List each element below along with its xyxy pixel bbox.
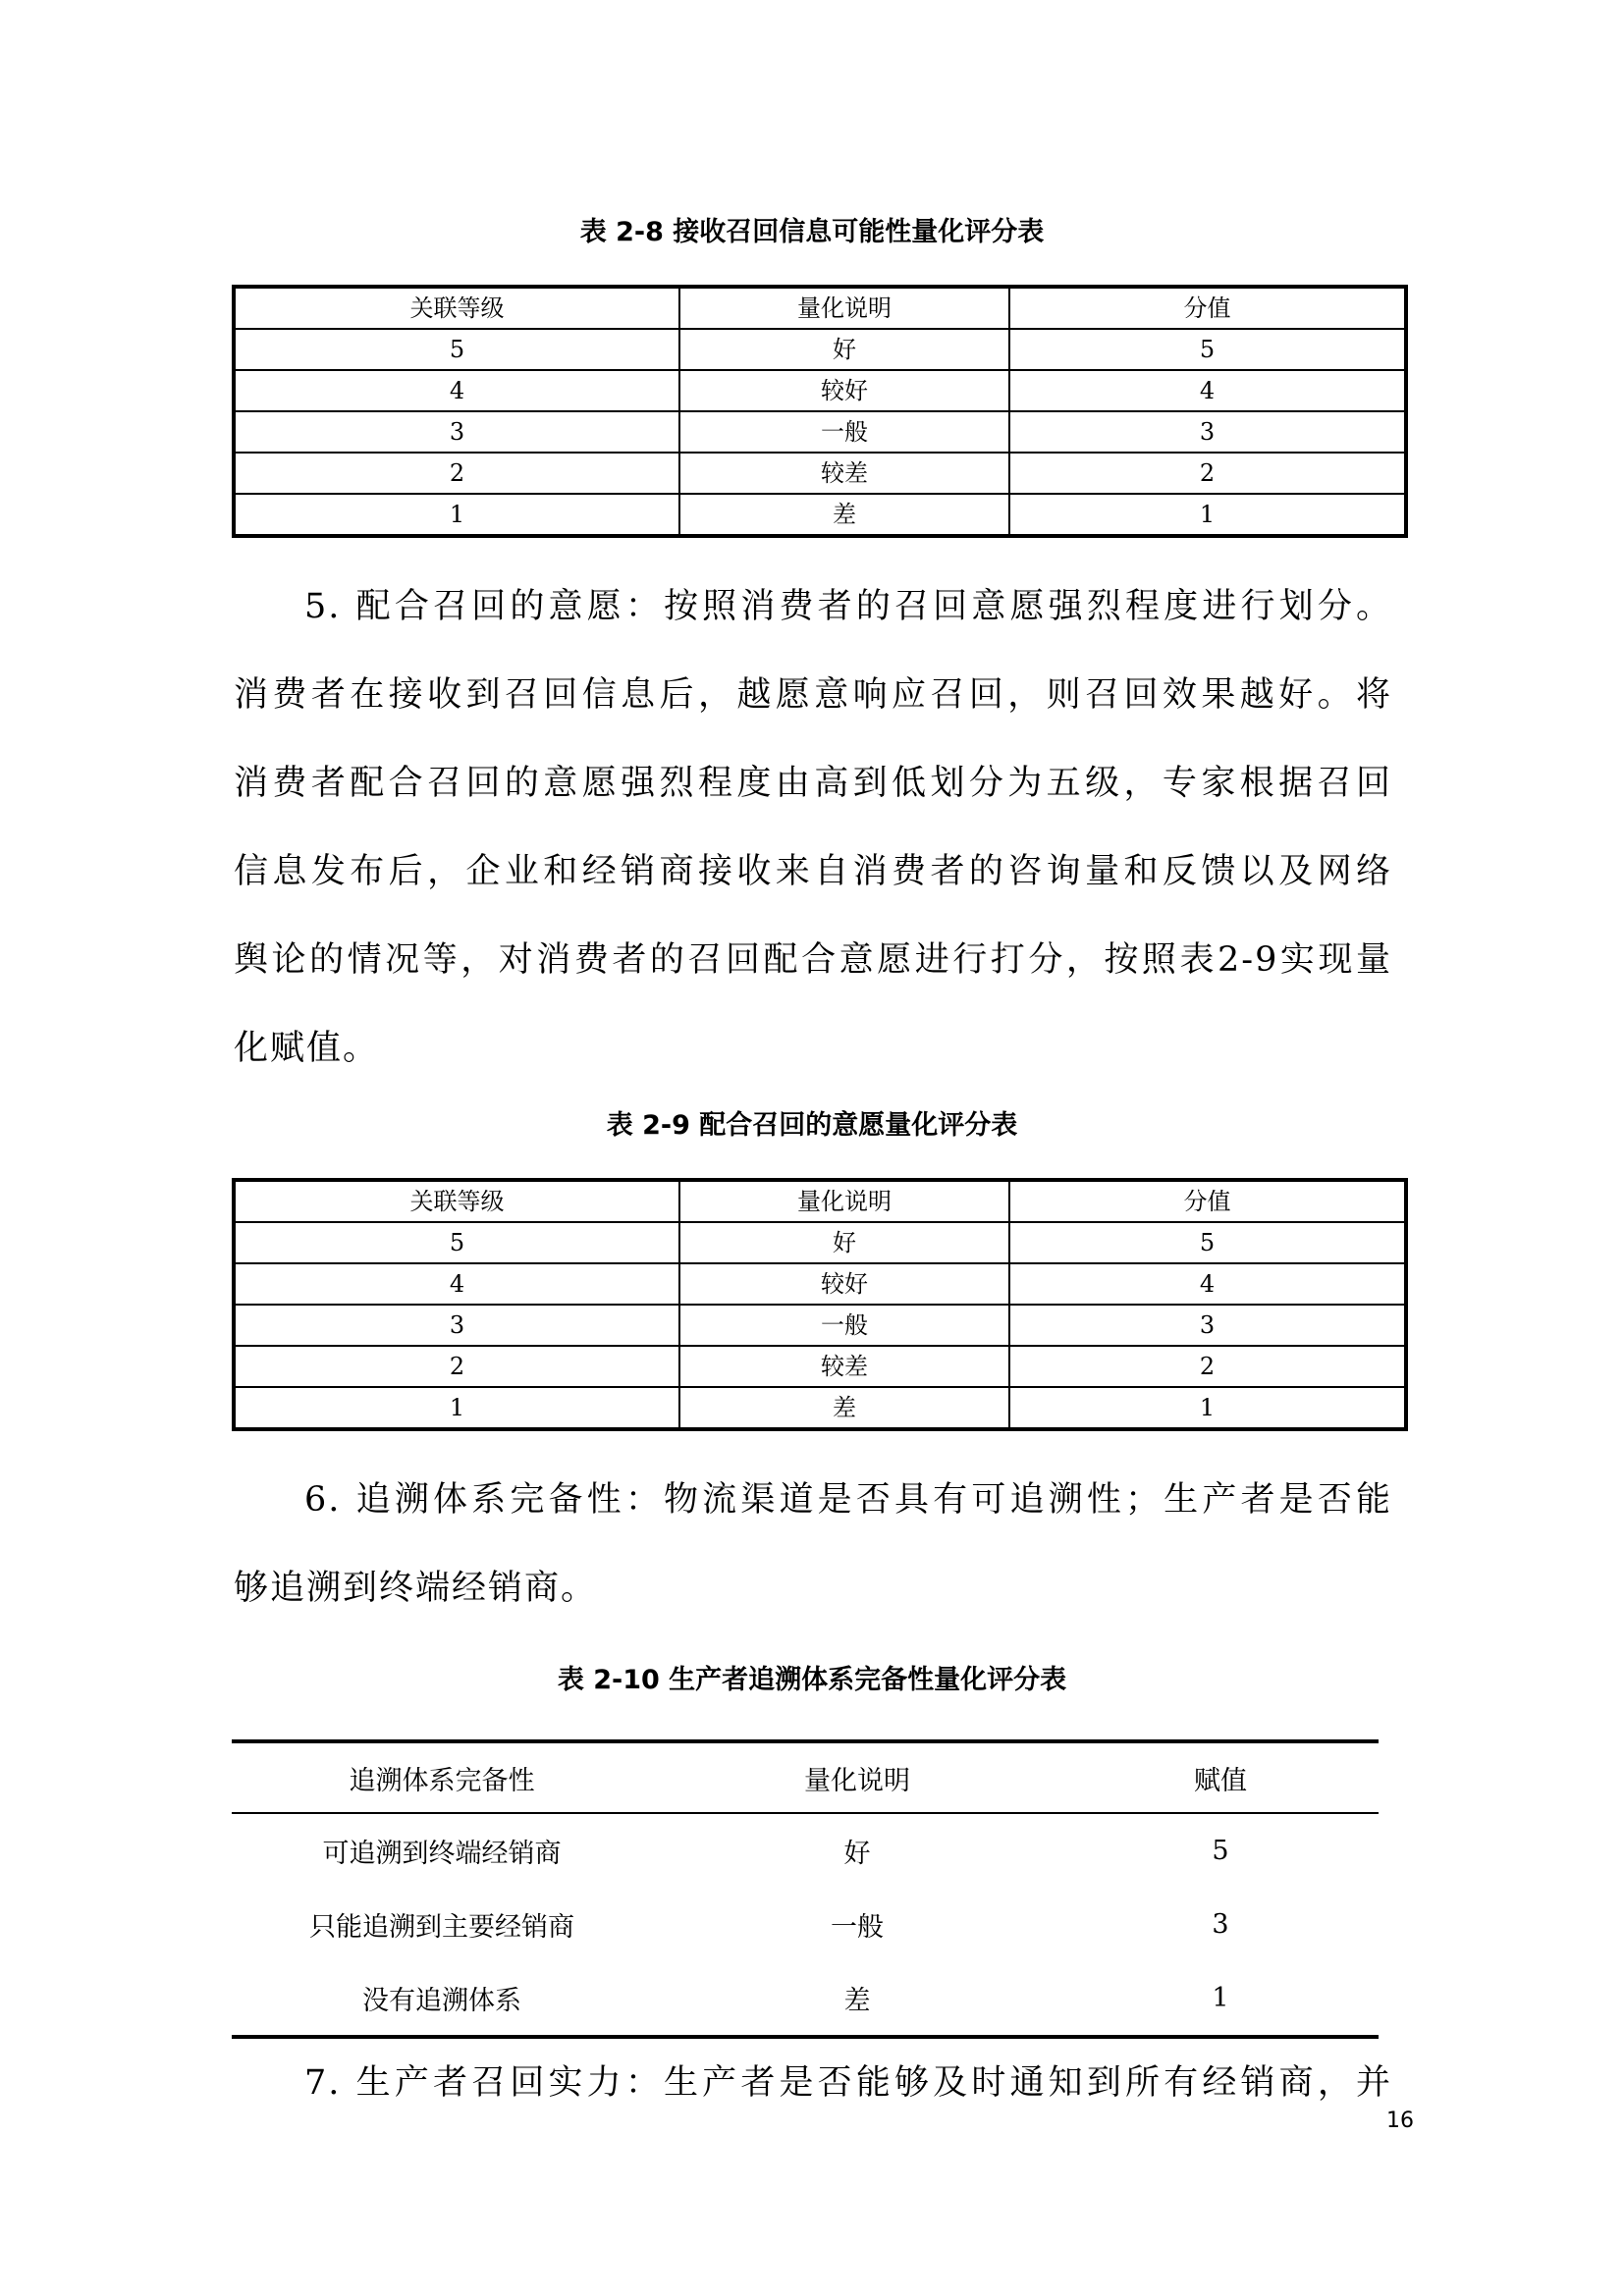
- table-cell: 3: [1009, 411, 1406, 453]
- table-row: [232, 1813, 1379, 1888]
- text-line: 消费者在接收到召回信息后，越愿意响应召回，则召回效果越好。将: [234, 675, 1392, 715]
- table-row: [234, 1305, 1406, 1346]
- table-cell: 4: [1009, 370, 1406, 411]
- table-header-row: [234, 1180, 1406, 1222]
- header-cell: 关联等级: [234, 1180, 679, 1222]
- table-cell: 一般: [679, 1305, 1009, 1346]
- table-row: [234, 494, 1406, 536]
- table-cell: 4: [234, 370, 679, 411]
- table-cell: 4: [1009, 1263, 1406, 1305]
- table-2-8: [232, 285, 1408, 538]
- header-cell: 关联等级: [234, 287, 679, 329]
- table-cell: 3: [234, 1305, 679, 1346]
- table-cell: 没有追溯体系: [362, 1986, 521, 2016]
- table-row: [234, 411, 1406, 453]
- table-cell: 5: [1009, 329, 1406, 370]
- table-2-10: [232, 1739, 1379, 2039]
- table-row: [234, 370, 1406, 411]
- text-line: 化赋值。: [234, 1029, 380, 1068]
- table-cell: 差: [679, 1387, 1009, 1429]
- table-cell: 差: [843, 1986, 871, 2016]
- table-cell: 较差: [679, 453, 1009, 494]
- table-cell: 5: [234, 1222, 679, 1263]
- table-row: [234, 1222, 1406, 1263]
- table-row: [234, 453, 1406, 494]
- paragraph-5: [234, 562, 1392, 1093]
- table-cell: 1: [234, 494, 679, 536]
- table-row: [234, 1346, 1406, 1387]
- table-row: [234, 1387, 1406, 1429]
- table-2-8-caption: 表 2-8 接收召回信息可能性量化评分表: [579, 217, 1045, 247]
- header-cell: 追溯体系完备性: [232, 1741, 652, 1813]
- table-cell: 好: [679, 1222, 1009, 1263]
- text-line: 7. 生产者召回实力：生产者是否能够及时通知到所有经销商，并: [304, 2063, 1392, 2103]
- header-cell: 分值: [1009, 1180, 1406, 1222]
- table-cell: 5: [1009, 1222, 1406, 1263]
- table-cell: 1: [1009, 494, 1406, 536]
- table-cell: 2: [234, 453, 679, 494]
- table-2-9: [232, 1178, 1408, 1431]
- table-2-9-caption: 表 2-9 配合召回的意愿量化评分表: [606, 1110, 1018, 1141]
- table-cell: 3: [1009, 1305, 1406, 1346]
- table-cell: 1: [234, 1387, 679, 1429]
- table-cell: 3: [234, 411, 679, 453]
- table-cell: 5: [234, 329, 679, 370]
- text-line: 信息发布后，企业和经销商接收来自消费者的咨询量和反馈以及网络: [234, 852, 1392, 891]
- table-cell: 3: [1212, 1909, 1229, 1940]
- paragraph-6: [234, 1456, 1392, 1632]
- table-cell: 好: [843, 1839, 871, 1869]
- table-cell: 较好: [679, 1263, 1009, 1305]
- table-cell: 2: [1009, 453, 1406, 494]
- table-cell: 4: [234, 1263, 679, 1305]
- table-2-10-caption: 表 2-10 生产者追溯体系完备性量化评分表: [557, 1665, 1067, 1695]
- page-number: 16: [1386, 2109, 1414, 2133]
- text-line: 舆论的情况等，对消费者的召回配合意愿进行打分，按照表2-9实现量: [234, 940, 1392, 980]
- header-cell: 量化说明: [652, 1741, 1062, 1813]
- table-cell: 差: [679, 494, 1009, 536]
- table-cell: 较好: [679, 370, 1009, 411]
- table-row: [234, 1263, 1406, 1305]
- text-line: 6. 追溯体系完备性：物流渠道是否具有可追溯性；生产者是否能: [304, 1480, 1392, 1520]
- header-cell: 量化说明: [679, 287, 1009, 329]
- text-line: 够追溯到终端经销商。: [234, 1569, 598, 1608]
- table-cell: 5: [1212, 1836, 1229, 1866]
- table-cell: 好: [679, 329, 1009, 370]
- text-line: 消费者配合召回的意愿强烈程度由高到低划分为五级，专家根据召回: [234, 764, 1392, 803]
- text-line: 5. 配合召回的意愿：按照消费者的召回意愿强烈程度进行划分。: [304, 587, 1392, 626]
- table-header-row: [232, 1741, 1379, 1813]
- table-cell: 1: [1009, 1387, 1406, 1429]
- table-header-row: [234, 287, 1406, 329]
- table-row: [232, 1961, 1379, 2037]
- table-cell: 一般: [679, 411, 1009, 453]
- table-cell: 一般: [831, 1912, 884, 1943]
- table-cell: 可追溯到终端经销商: [322, 1839, 562, 1869]
- table-row: [232, 1888, 1379, 1961]
- table-cell: 只能追溯到主要经销商: [309, 1912, 574, 1943]
- header-cell: 分值: [1009, 287, 1406, 329]
- table-row: [234, 329, 1406, 370]
- table-cell: 1: [1212, 1983, 1229, 2013]
- header-cell: 赋值: [1062, 1741, 1379, 1813]
- table-cell: 2: [1009, 1346, 1406, 1387]
- table-cell: 较差: [679, 1346, 1009, 1387]
- table-cell: 2: [234, 1346, 679, 1387]
- paragraph-7: [234, 2039, 1392, 2127]
- header-cell: 量化说明: [679, 1180, 1009, 1222]
